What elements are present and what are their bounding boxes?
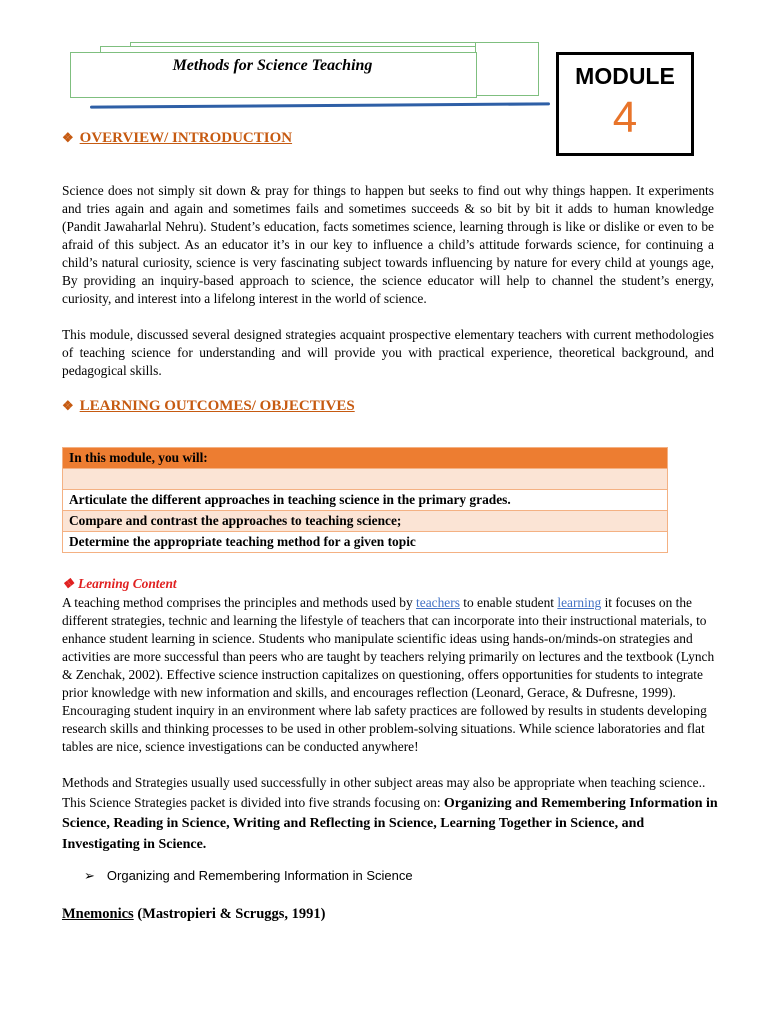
- module-label: MODULE: [575, 63, 675, 89]
- module-box: [556, 52, 694, 156]
- learning-link[interactable]: learning: [557, 595, 602, 610]
- text-run: Methods and Strategies usually used successfully in other subject areas may also be appropriate when teaching science.. This Science Strategies packet is divided into five strands focusing on:: [62, 775, 706, 810]
- outcomes-table-row: Articulate the different approaches in teaching science in the primary grades.: [63, 490, 668, 511]
- learning-content-paragraph-2: [62, 773, 722, 854]
- diamond-bullet-icon: ❖: [62, 130, 74, 145]
- teachers-link[interactable]: teachers: [416, 595, 460, 610]
- overview-paragraph-2: This module, discussed several designed strategies acquaint prospective elementary teachers with current methodologies of teaching science for understanding and will provide you with practical experience, theoretical background, and pedagogical skills.: [62, 327, 714, 378]
- outcomes-table-header: In this module, you will:: [63, 448, 668, 469]
- text-run: to enable student: [459, 595, 558, 610]
- mnemonics-citation: (Mastropieri & Scruggs, 1991): [133, 906, 326, 922]
- outcomes-table-row: Determine the appropriate teaching method for a given topic: [63, 532, 668, 553]
- strands-list: Organizing and Remembering Information in Science, Reading in Science, Writing and Reflecting in Science, Learning Together in Science, and Investigating in Science.: [62, 795, 718, 852]
- diamond-bullet-icon: ❖: [62, 398, 74, 413]
- learning-content-heading-text: Learning Content: [78, 576, 177, 591]
- learning-content-heading: [62, 576, 177, 592]
- outcomes-table-row: [63, 469, 668, 490]
- outcomes-heading: [62, 398, 355, 415]
- text-run: it focuses on the different strategies, technic and learning the lifestyle of teachers that can incorporate into their instructional materials, to enhance student learning in science. Students who manipulate scientific ideas using hands-on/minds-on strategies and activities are more successful than peers who are taught by teachers relying primarily on lectures and the textbook (Lynch & Zenchak, 2002). Effective science instruction capitalizes on questioning, offers opportunities for students to integrate prior knowledge with new information and skills, and encourages reflection (Leonard, Gerace, & Dufresne, 1999). Encouraging student inquiry in an environment where lab safety practices are followed by results in students developing research skills and thinking processes to be used in other problem-solving situations. While science laboratories and flat tables are nice, science investigations can be conducted anywhere!: [62, 595, 715, 754]
- arrow-bullet-icon: ➢: [84, 868, 95, 883]
- outcomes-table-row: Compare and contrast the approaches to teaching science;: [63, 511, 668, 532]
- diamond-bullet-icon: ❖: [62, 576, 75, 591]
- module-number: 4: [612, 93, 638, 142]
- overview-paragraph-1: Science does not simply sit down & pray for things to happen but seeks to find out why things happen. It experiments and tries again and again and sometimes fails and sometimes succeeds & so bit by bit it adds to human knowledge (Pandit Jawaharlal Nehru). Student’s education, facts sometimes science, learning through is like or dislike or even to be afraid of this subject. As an educator it’s in our key to influence a child’s attitude forwards science, for continuing a child’s natural curiosity, science is very fascinating subject towards influencing by nature for every child at youngs age, By providing an inquiry-based approach to science, the science educator will help to channel the student’s energy, curiosity, and interest into a lifelong interest in the world of science.: [62, 183, 714, 306]
- mnemonics-heading: [62, 906, 326, 923]
- outcomes-heading-text: LEARNING OUTCOMES/ OBJECTIVES: [79, 398, 355, 414]
- overview-heading: [62, 130, 292, 147]
- text-run: A teaching method comprises the principles and methods used by: [62, 595, 417, 610]
- banner-frame-right: [475, 42, 539, 96]
- sub-bullet-organizing: [84, 868, 413, 884]
- overview-heading-text: OVERVIEW/ INTRODUCTION: [79, 130, 293, 146]
- header-banner: [70, 42, 540, 106]
- outcomes-table: [62, 447, 668, 553]
- learning-content-paragraph-1: [62, 594, 722, 756]
- banner-title: Methods for Science Teaching: [172, 57, 373, 74]
- mnemonics-title: Mnemonics: [62, 906, 134, 922]
- sub-bullet-text: Organizing and Remembering Information in Science: [106, 868, 413, 883]
